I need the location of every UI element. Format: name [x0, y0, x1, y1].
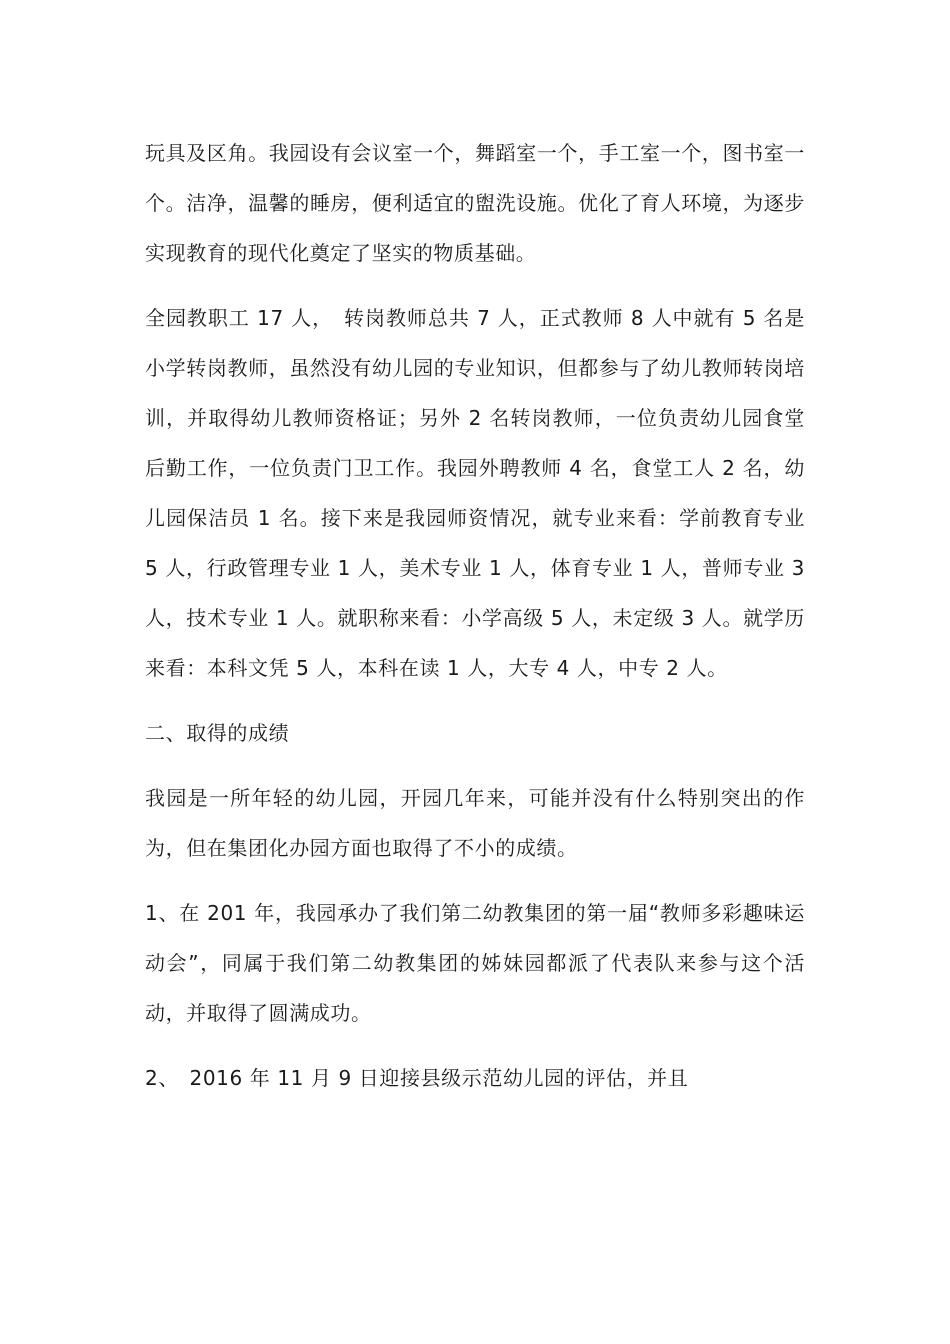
paragraph-staff: 全园教职工 17 人， 转岗教师总共 7 人，正式教师 8 人中就有 5 名是小学转岗教师，虽然没有幼儿园的专业知识，但都参与了幼儿教师转岗培训，并取得幼儿教师资格证；另外 2 名转岗教师，一位负责幼儿园食堂后勤工作，一位负责门卫工作。我园外聘教师 4 名，食堂工人 2 名，幼儿园保洁员 1 名。接下来是我园师资情况，就专业来看：学前教育专业 5 人，行政管理专业 1 人，美术专业 1 人，体育专业 1 人，普师专业 3 人，技术专业 1 人。就职称来看：小学高级 5 人，未定级 3 人。就学历来看：本科文凭 5 人，本科在读 1 人，大专 4 人，中专 2 人。 — [145, 306, 805, 680]
paragraph-achievement-2: 2、 2016 年 11 月 9 日迎接县级示范幼儿园的评估，并且 — [145, 1066, 689, 1090]
document-body — [145, 128, 805, 1118]
paragraph-achievement-1: 1、在 201 年，我园承办了我们第二幼教集团的第一届“教师多彩趣味运动会”，同属于我们第二幼教集团的姊妹园都派了代表队来参与这个活动，并取得了圆满成功。 — [145, 901, 805, 1025]
paragraph-facilities: 玩具及区角。我园设有会议室一个，舞蹈室一个，手工室一个，图书室一个。洁净，温馨的睡房，便利适宜的盥洗设施。优化了育人环境，为逐步实现教育的现代化奠定了坚实的物质基础。 — [145, 141, 805, 265]
section-heading-achievements: 二、取得的成绩 — [145, 721, 290, 745]
paragraph-achievements-intro: 我园是一所年轻的幼儿园，开园几年来，可能并没有什么特别突出的作为，但在集团化办园方面也取得了不小的成绩。 — [145, 786, 805, 860]
